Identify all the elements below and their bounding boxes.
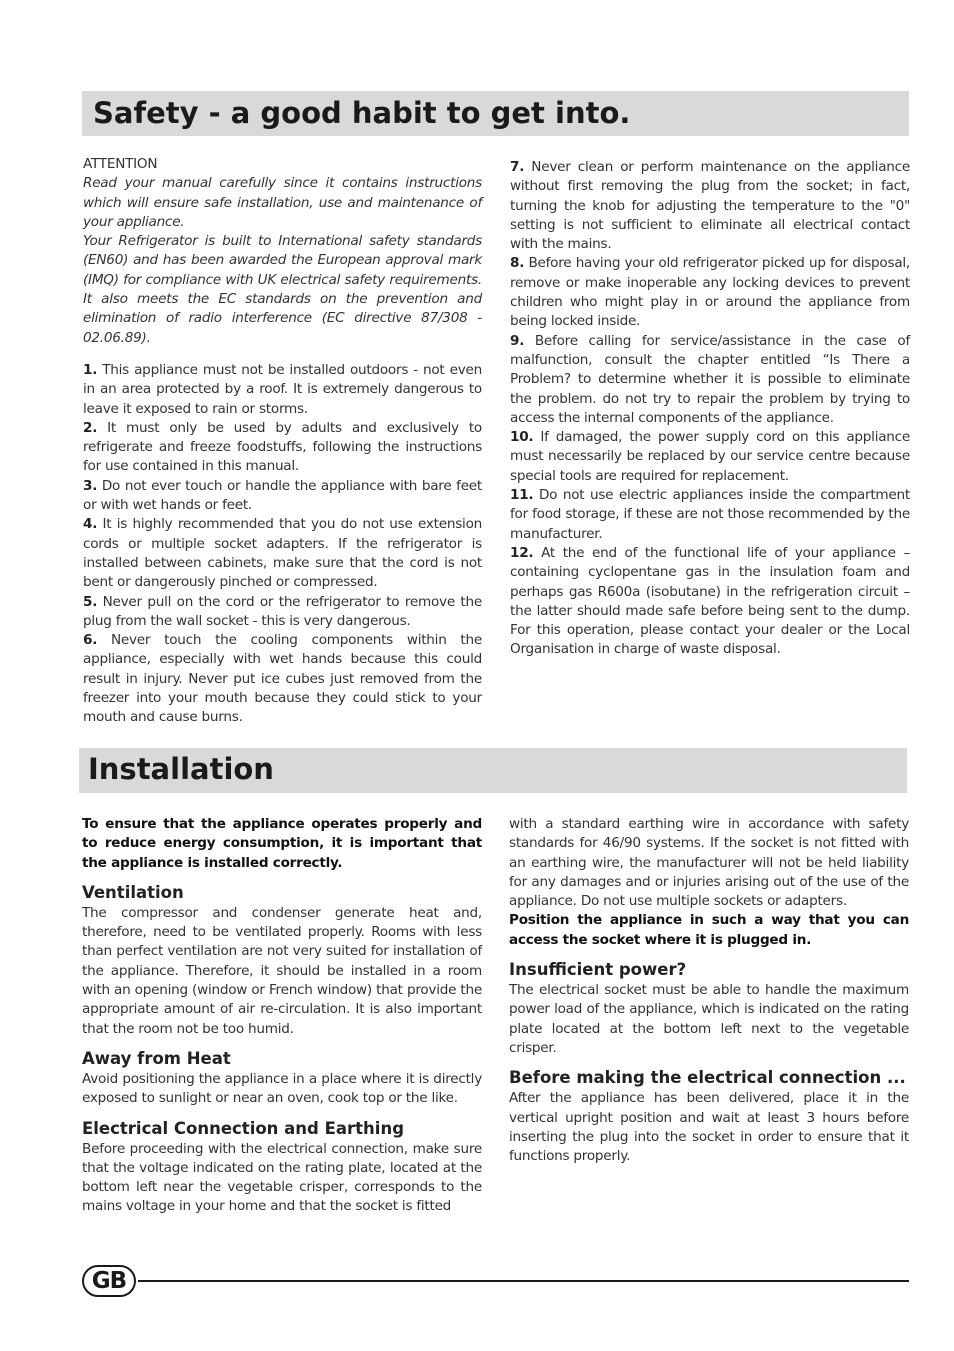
before-connection-text: After the appliance has been delivered, place it in the vertical upright position and wait at least 3 hours before inserting the plug into the socket in order to ensure that it functions properly. (509, 1090, 909, 1165)
safety-item-3: 3. Do not ever touch or handle the appliance with bare feet or with wet hands or feet. (83, 477, 482, 514)
ventilation-text: The compressor and condenser generate heat and, therefore, need to be ventilated properly. Rooms with less than perfect ventilation are not very suited for installation of the appliance. Therefore, it should be installed in a room with an opening (window or French window) that provide the appropriate amount of air re-circulation. It is also important that the room not be too humid. (82, 904, 482, 1037)
safety-right-column (510, 158, 910, 660)
installation-title: Installation (88, 752, 274, 786)
installation-lead: To ensure that the appliance operates properly and to reduce energy consumption, it is important that the appliance is installed correctly. (82, 816, 482, 871)
safety-item-6: 6. Never touch the cooling components within the appliance, especially with wet hands because this could result in injury. Never put ice cubes just removed from the freezer into your mouth because they could stick to your mouth and cause burns. (83, 632, 482, 726)
electrical-text: Before proceeding with the electrical connection, make sure that the voltage indicated on the rating plate, located at the bottom left near the vegetable crisper, corresponds to the mains voltage in your home and that the socket is fitted (82, 1140, 482, 1215)
safety-item-12: 12. At the end of the functional life of your appliance – containing cyclopentane gas in the insulation foam and perhaps gas R600a (isobutane) in the refrigeration circuit – the latter should made safe before being sent to the dump. For this operation, please contact your dealer or the Local Organisation in charge of waste disposal. (510, 544, 910, 658)
intro-paragraph-1: Read your manual carefully since it contains instructions which will ensure safe installation, use and maintenance of your appliance. (83, 175, 482, 230)
electrical-heading: Electrical Connection and Earthing (82, 1118, 404, 1138)
safety-item-7: 7. Never clean or perform maintenance on the appliance without first removing the plug from the socket; in fact, turning the knob for adjusting the temperature to the "0" setting is not sufficient to eliminate all electrical contact with the mains. (510, 159, 910, 253)
safety-title: Safety - a good habit to get into. (93, 96, 631, 130)
before-connection-heading: Before making the electrical connection ... (509, 1068, 906, 1088)
safety-item-1: 1. This appliance must not be installed outdoors - not even in an area protected by a roof. It is extremely dangerous to leave it exposed to rain or storms. (83, 361, 482, 417)
safety-item-11: 11. Do not use electric appliances inside the compartment for food storage, if these are not those recommended by the manufacturer. (510, 487, 910, 542)
safety-item-9: 9. Before calling for service/assistance in the case of malfunction, consult the chapter entitled “Is There a Problem? to determine whether it is possible to eliminate the problem. do not try to repair the problem by trying to access the internal components of the appliance. (510, 332, 910, 426)
safety-item-2: 2. It must only be used by adults and exclusively to refrigerate and freeze foodstuffs, following the instructions for use contained in this manual. (83, 419, 482, 475)
electrical-bold-note: Position the appliance in such a way that you can access the socket where it is plugged in. (509, 912, 909, 948)
footer-rule (138, 1280, 909, 1282)
heat-heading: Away from Heat (82, 1048, 231, 1068)
safety-left-column (83, 155, 482, 728)
electrical-continued-text: with a standard earthing wire in accordance with safety standards for 46/90 systems. If the socket is not fitted with an earthing wire, the manufacturer will not be held liability for any damages and or injuries arising out of the use of the appliance. Do not use multiple sockets or adapters. (509, 816, 909, 910)
safety-header-band (82, 91, 909, 136)
installation-header-band (79, 748, 907, 793)
heat-text: Avoid positioning the appliance in a place where it is directly exposed to sunlight or near an oven, cook top or the like. (82, 1070, 482, 1107)
installation-right-column (509, 815, 909, 1166)
country-code: GB (91, 1268, 127, 1294)
safety-item-8: 8. Before having your old refrigerator picked up for disposal, remove or make inoperable any locking devices to prevent children who might play in or around the appliance from being locked inside. (510, 255, 910, 330)
ventilation-heading: Ventilation (82, 882, 184, 902)
intro-paragraph-2: Your Refrigerator is built to International safety standards (EN60) and has been awarded the European approval mark (IMQ) for compliance with UK electrical safety requirements. It also meets the EC standards on the prevention and elimination of radio interference (EC directive 87/308 - 02.06.89). (83, 233, 482, 346)
safety-item-5: 5. Never pull on the cord or the refrigerator to remove the plug from the wall socket - this is very dangerous. (83, 593, 482, 629)
installation-left-column (82, 815, 482, 1217)
country-badge (82, 1265, 136, 1297)
attention-label: ATTENTION (83, 156, 158, 172)
safety-item-4: 4. It is highly recommended that you do not use extension cords or multiple socket adapters. If the refrigerator is installed between cabinets, make sure that the cord is not bent or dangerously pinched or compressed. (83, 516, 482, 591)
power-text: The electrical socket must be able to handle the maximum power load of the appliance, which is indicated on the rating plate located at the bottom left next to the vegetable crisper. (509, 982, 909, 1056)
safety-item-10: 10. If damaged, the power supply cord on this appliance must necessarily be replaced by our service centre because special tools are required for replacement. (510, 429, 910, 484)
power-heading: Insufficient power? (509, 960, 687, 980)
